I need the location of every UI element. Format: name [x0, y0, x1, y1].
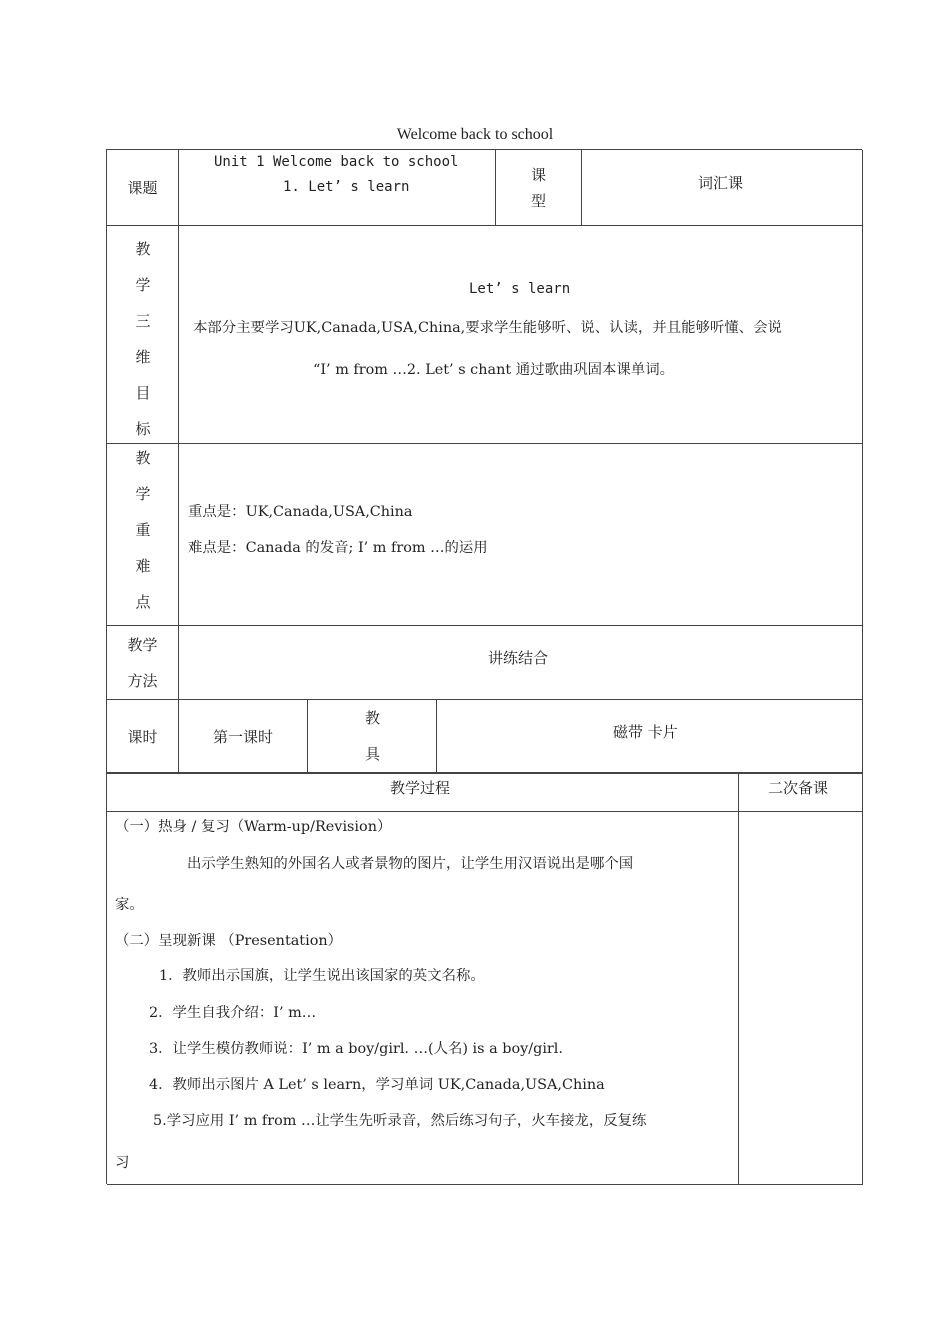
type-label: 课 型 [496, 150, 582, 226]
process-line: 4．教师出示图片 A Let’ s learn，学习单词 UK,Canada,USA,China [149, 1077, 605, 1093]
period-label: 课时 [107, 700, 179, 774]
process-line: 出示学生熟知的外国名人或者景物的图片，让学生用汉语说出是哪个国 [187, 856, 634, 872]
key-points-content [179, 444, 863, 626]
process-line: 家。 [115, 897, 144, 913]
process-line: 3．让学生模仿教师说：I’ m a boy/girl. …(人名) is a boy/girl. [149, 1041, 563, 1057]
key-point-line: 重点是：UK,Canada,USA,China [188, 504, 413, 520]
objectives-content [179, 226, 863, 444]
second-prep-header: 二次备课 [739, 773, 863, 812]
topic-line-1: Unit 1 Welcome back to school [214, 154, 459, 170]
process-line: 习 [115, 1155, 130, 1171]
objectives-line-2: 本部分主要学习UK,Canada,USA,China,要求学生能够听、说、认读，并且能够听懂、会说 [193, 320, 782, 336]
difficulty-line: 难点是：Canada 的发音; I’ m from …的运用 [188, 540, 488, 556]
method-value: 讲练结合 [179, 626, 863, 700]
topic-label: 课题 [107, 150, 179, 226]
objectives-line-1: Let’ s learn [469, 281, 571, 297]
topic-line-2: 1. Let’ s learn [283, 179, 410, 195]
tools-label: 教 具 [308, 700, 437, 774]
process-line: （一）热身 / 复习（Warm-up/Revision） [115, 819, 392, 835]
process-line: 2．学生自我介绍：I’ m… [149, 1005, 317, 1021]
objectives-label-chars: 教 学 三 维 目 标 [135, 240, 151, 438]
tools-value: 磁带 卡片 [437, 700, 863, 774]
lesson-plan-table [106, 149, 862, 773]
method-label: 教学 方法 [107, 626, 179, 700]
objectives-line-3: “I’ m from …2. Let’ s chant 通过歌曲巩固本课单词。 [313, 362, 674, 378]
second-prep-content [739, 812, 863, 1185]
key-points-label-chars: 教 学 重 难 点 [135, 449, 151, 611]
process-line: 1．教师出示国旗，让学生说出该国家的英文名称。 [159, 968, 485, 984]
type-value: 词汇课 [582, 150, 863, 226]
process-content [107, 812, 739, 1185]
process-header: 教学过程 [107, 773, 739, 812]
objectives-label [107, 226, 179, 444]
process-line: 5.学习应用 I’ m from …让学生先听录音，然后练习句子，火车接龙，反复练 [153, 1113, 647, 1129]
topic-value [179, 150, 496, 226]
process-table [106, 772, 862, 1184]
document-title: Welcome back to school [396, 126, 554, 143]
period-value: 第一课时 [179, 700, 308, 774]
process-line: （二）呈现新课 （Presentation） [115, 933, 343, 949]
key-points-label [107, 444, 179, 626]
